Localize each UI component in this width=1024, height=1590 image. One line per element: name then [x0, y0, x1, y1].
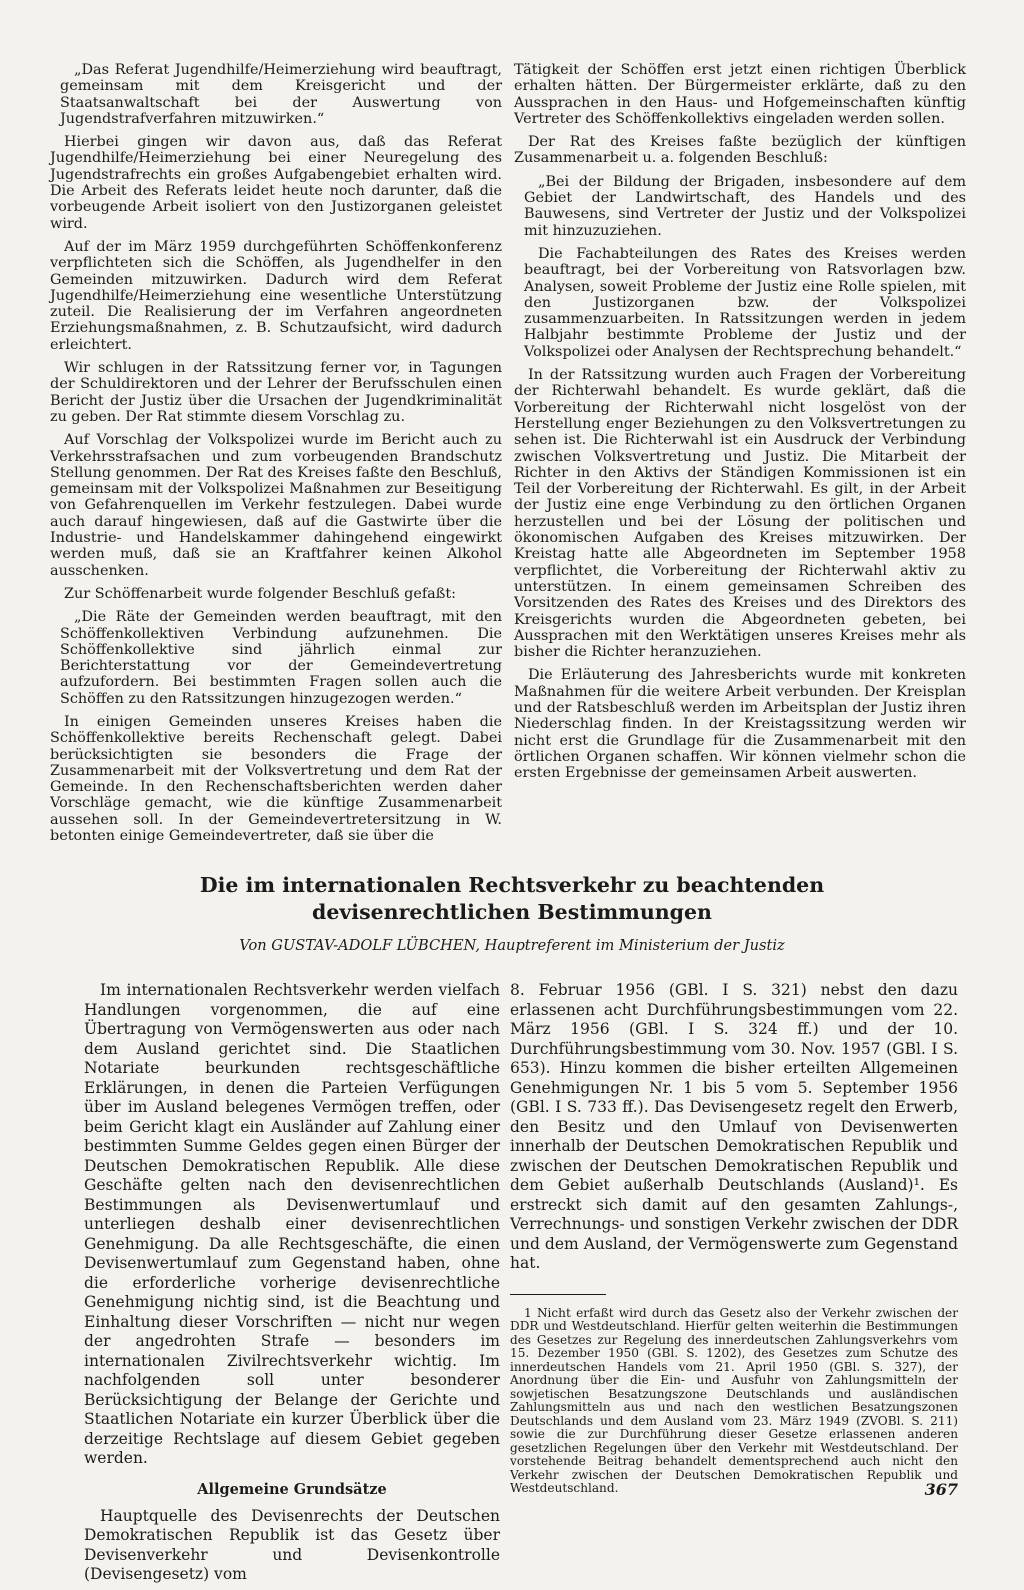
article-top-left-column [50, 62, 502, 851]
article-top-right-column [514, 62, 966, 788]
paragraph: In der Ratssitzung wurden auch Fragen der Vorbereitung der Richterwahl behandelt. Es wurde geklärt, daß die Vorbereitung der Richterwahl nicht losgelöst von der Herstellung enger Beziehungen zu den Volksvertretungen zu sehen ist. Die Richterwahl ist ein Ausdruck der Verbindung zwischen Volksvertretung und Justiz. Die Mitarbeit der Richter in den Aktivs der Ständigen Kommissionen ist ein Teil der Vorbereitung der Richterwahl. Es gilt, in der Arbeit der Justiz eine enge Verbindung zu den örtlichen Organen herzustellen und bei der Lösung der politischen und ökonomischen Aufgaben des Kreises mitzuwirken. Der Kreistag hatte alle Abgeordneten im September 1958 verpflichtet, die Vorbereitung der Richterwahl aktiv zu unterstützen. In einem gemeinsamen Schreiben des Vorsitzenden des Rates des Kreises und des Direktors des Kreisgerichts wurden die Abgeordneten gebeten, bei Aussprachen mit den Werktätigen unseres Kreises mehr als bisher die Richter heranzuziehen. [514, 367, 966, 661]
footnote-text: 1 Nicht erfaßt wird durch das Gesetz also der Verkehr zwischen der DDR und Westdeutschland. Hierfür gelten weiterhin die Bestimmungen des Gesetzes zur Regelung des innerdeutschen Zahlungsverkehrs vom 15. Dezember 1950 (GBl. S. 1202), des Gesetzes zum Schutze des innerdeutschen Handels vom 21. April 1950 (GBl. S. 327), der Anordnung über die Ein- und Ausfuhr von Zahlungsmitteln der sowjetischen Besatzungszone Deutschlands und ausländischen Zahlungsmitteln aus und nach den westlichen Besatzungszonen Deutschlands und dem Ausland vom 23. März 1949 (ZVOBl. S. 211) sowie die zur Durchführung dieser Gesetze erlassenen anderen gesetzlichen Regelungen über den Verkehr mit Westdeutschland. Der vorstehende Beitrag behandelt dementsprechend auch nicht den Verkehr zwischen der Deutschen Demokratischen Republik und Westdeutschland. [510, 1305, 958, 1495]
article-body-left-column [84, 981, 500, 1590]
paragraph: „Das Referat Jugendhilfe/Heimerziehung wird beauftragt, gemeinsam mit dem Kreisgericht und der Staatsanwaltschaft bei der Auswertung von Jugendstrafverfahren mitzuwirken.“ [60, 62, 502, 127]
section-heading: Allgemeine Grundsätze [197, 1480, 387, 1498]
paragraph: Die Fachabteilungen des Rates des Kreises werden beauftragt, bei der Vorbereitung von Ratsvorlagen bzw. Analysen, soweit Probleme der Justiz eine Rolle spielen, mit den Justizorganen bzw. der Volkspolizei zusammenzuarbeiten. In Ratssitzungen werden in jedem Halbjahr bestimmte Probleme der Justiz und der Volkspolizei oder Analysen der Rechtsprechung behandelt.“ [524, 245, 966, 360]
paragraph: „Die Räte der Gemeinden werden beauftragt, mit den Schöffenkollektiven Verbindung aufzunehmen. Die Schöffenkollektive sind jährlich einmal zur Berichterstattung vor der Gemeindevertretung aufzufordern. Bei bestimmten Fragen sollen auch die Schöffen zu den Ratssitzungen hinzugezogen werden.“ [60, 609, 502, 707]
article-title-line: devisenrechtlichen Bestimmungen [312, 900, 712, 924]
paragraph: Hauptquelle des Devisenrechts der Deutschen Demokratischen Republik ist das Gesetz über Devisenverkehr und Devisenkontrolle (Devisengesetz) vom [84, 1506, 500, 1583]
paragraph: Tätigkeit der Schöffen erst jetzt einen richtigen Überblick erhalten hätten. Der Bürgermeister erklärte, daß zu den Aussprachen in den Haus- und Hofgemeinschaften künftig Vertreter des Schöffenkollektivs eingeladen werden sollen. [514, 62, 966, 127]
paragraph: Auf Vorschlag der Volkspolizei wurde im Bericht auch zu Verkehrsstrafsachen und zum vorbeugenden Brandschutz Stellung genommen. Der Rat des Kreises faßte den Beschluß, gemeinsam mit der Volkspolizei Maßnahmen zur Beseitigung von Gefahrenquellen im Verkehr festzulegen. Dabei wurde auch darauf hingewiesen, daß auf die Gastwirte über die Industrie- und Handelskammer dahingehend eingewirkt werden muß, daß sie an Kraftfahrer keinen Alkohol ausschenken. [50, 432, 502, 579]
footnote-divider [510, 1294, 606, 1295]
article-title [60, 872, 964, 926]
paragraph: Wir schlugen in der Ratssitzung ferner vor, in Tagungen der Schuldirektoren und der Lehrer der Berufsschulen einen Bericht der Justiz über die Ursachen der Jugendkriminalität zu geben. Der Rat stimmte diesem Vorschlag zu. [50, 360, 502, 425]
paragraph: Der Rat des Kreises faßte bezüglich der künftigen Zusammenarbeit u. a. folgenden Beschluß: [514, 134, 966, 167]
page-number: 367 [924, 1480, 958, 1499]
footnote [510, 1307, 958, 1496]
paragraph: „Bei der Bildung der Brigaden, insbesondere auf dem Gebiet der Landwirtschaft, des Handels und des Bauwesens, sind Vertreter der Justiz und der Volkspolizei mit hinzuzuziehen. [524, 173, 966, 239]
paragraph: Hierbei gingen wir davon aus, daß das Referat Jugendhilfe/Heimerziehung bei einer Neuregelung des Jugendstrafrechts ein großes Aufgabengebiet erhalten wird. Die Arbeit des Referats leidet heute noch darunter, daß die vorbeugende Arbeit isoliert von den Justizorganen geleistet wird. [50, 134, 502, 232]
paragraph: Zur Schöffenarbeit wurde folgender Beschluß gefaßt: [64, 585, 457, 602]
paragraph: 8. Februar 1956 (GBl. I S. 321) nebst den dazu erlassenen acht Durchführungsbestimmungen vom 22. März 1956 (GBl. I S. 324 ff.) und der 10. Durchführungsbestimmung vom 30. Nov. 1957 (GBl. I S. 653). Hinzu kommen die bisher erteilten Allgemeinen Genehmigungen Nr. 1 bis 5 vom 5. September 1956 (GBl. I S. 733 ff.). Das Devisengesetz regelt den Erwerb, den Besitz und den Umlauf von Devisenwerten innerhalb der Deutschen Demokratischen Republik und zwischen der Deutschen Demokratischen Republik und dem Gebiet außerhalb Deutschlands (Ausland)¹. Es erstreckt sich damit auf den gesamten Zahlungs-, Verrechnungs- und sonstigen Verkehr zwischen der DDR und dem Ausland, der Vermögenswerte zum Gegenstand hat. [510, 981, 958, 1272]
article-title-line: Die im internationalen Rechtsverkehr zu beachtenden [199, 873, 825, 897]
paragraph: Auf der im März 1959 durchgeführten Schöffenkonferenz verpflichteten sich die Schöffen, als Jugendhelfer in den Gemeinden mitzuwirken. Dadurch wird dem Referat Jugendhilfe/Heimerziehung eine wesentliche Unterstützung zuteil. Die Realisierung der im Verfahren angeordneten Erziehungsmaßnahmen, z. B. Schutzaufsicht, wird dadurch erleichtert. [50, 238, 502, 353]
article-byline: Von GUSTAV-ADOLF LÜBCHEN, Hauptreferent im Ministerium der Justiz [239, 937, 785, 954]
paragraph: In einigen Gemeinden unseres Kreises haben die Schöffenkollektive bereits Rechenschaft gelegt. Dabei berücksichtigten sie besonders die Frage der Zusammenarbeit mit der Volksvertretung und dem Rat der Gemeinde. In den Rechenschaftsberichten werden daher Vorschläge gemacht, wie die künftige Zusammenarbeit aussehen soll. In der Gemeindevertretersitzung in W. betonten einige Gemeindevertreter, daß sie über die [50, 713, 502, 845]
paragraph: Im internationalen Rechtsverkehr werden vielfach Handlungen vorgenommen, die auf eine Übertragung von Vermögenswerten aus oder nach dem Ausland gerichtet sind. Die Staatlichen Notariate beurkunden rechtsgeschäftliche Erklärungen, in denen die Parteien Verfügungen über im Ausland belegenes Vermögen treffen, oder beim Gericht klagt ein Ausländer auf Zahlung einer bestimmten Summe Geldes gegen einen Bürger der Deutschen Demokratischen Republik. Alle diese Geschäfte gelten nach den devisenrechtlichen Bestimmungen als Devisenwertumlauf und unterliegen deshalb einer devisenrechtlichen Genehmigung. Da alle Rechtsgeschäfte, die einen Devisenwertumlauf zum Gegenstand haben, ohne die erforderliche vorherige devisenrechtliche Genehmigung nichtig sind, ist die Beachtung und Einhaltung dieser Vorschriften — nicht nur wegen der angedrohten Strafe — besonders im internationalen Zivilrechtsverkehr wichtig. Im nachfolgenden soll unter besonderer Berücksichtigung der Belange der Gerichte und Staatlichen Notariate ein kurzer Überblick über die derzeitige Rechtslage auf diesem Gebiet gegeben werden. [84, 981, 500, 1467]
article-body-right-column [510, 981, 958, 1496]
paragraph: Die Erläuterung des Jahresberichts wurde mit konkreten Maßnahmen für die weitere Arbeit verbunden. Der Kreisplan und der Ratsbeschluß werden im Arbeitsplan der Justiz ihren Niederschlag finden. In der Kreistagssitzung werden wir nicht erst die Grundlage für die Zusammenarbeit mit den örtlichen Organen schaffen. Wir können vielmehr schon die ersten Ergebnisse der gemeinsamen Arbeit auswerten. [514, 667, 966, 782]
